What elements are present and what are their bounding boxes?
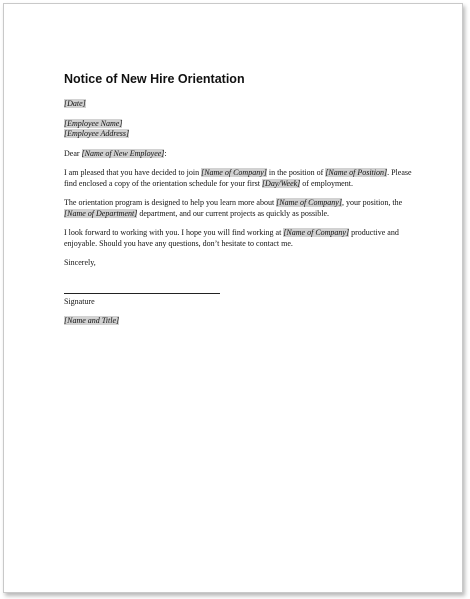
employee-address-placeholder: [Employee Address] (64, 129, 130, 138)
salutation: Dear [Name of New Employee]: (64, 148, 167, 158)
company-placeholder: [Name of Company] (201, 168, 267, 177)
name-title-line (64, 316, 424, 327)
position-placeholder: [Name of Position] (325, 168, 388, 177)
employee-name-placeholder: [Employee Name] (64, 118, 123, 128)
paragraph-1: I am pleased that you have decided to join [Name of Company] in the position of [Name of Position]. Please find enclosed a copy of the orientation schedule for your first [Day/Week] of employment. (64, 168, 412, 188)
new-employee-placeholder: [Name of New Employee] (81, 148, 165, 158)
day-week-placeholder: [Day/Week] (261, 178, 301, 188)
name-title-placeholder: [Name and Title] (64, 316, 120, 325)
paragraph-2: The orientation program is designed to help you learn more about [Name of Company], your position, the [Name of Department] department, and our current projects as quickly as possible. (64, 198, 403, 218)
employee-address-line (64, 129, 424, 140)
date-placeholder: [Date] (64, 99, 86, 108)
paragraph-3: I look forward to working with you. I hope you will find working at [Name of Company] productive and enjoyable. Should you have any questions, don’t hesitate to contact me. (64, 228, 399, 248)
signature-label: Signature (64, 296, 95, 306)
signature-space (64, 269, 424, 293)
date-line (64, 99, 424, 110)
closing: Sincerely, (64, 258, 96, 267)
document-page (3, 3, 463, 593)
signature-line (64, 293, 220, 294)
company-placeholder: [Name of Company] (276, 198, 342, 207)
department-placeholder: [Name of Department] (64, 208, 138, 218)
employee-name-line (64, 119, 424, 130)
letter-body (64, 72, 424, 327)
company-placeholder: [Name of Company] (283, 228, 350, 237)
document-title: Notice of New Hire Orientation (64, 72, 245, 86)
